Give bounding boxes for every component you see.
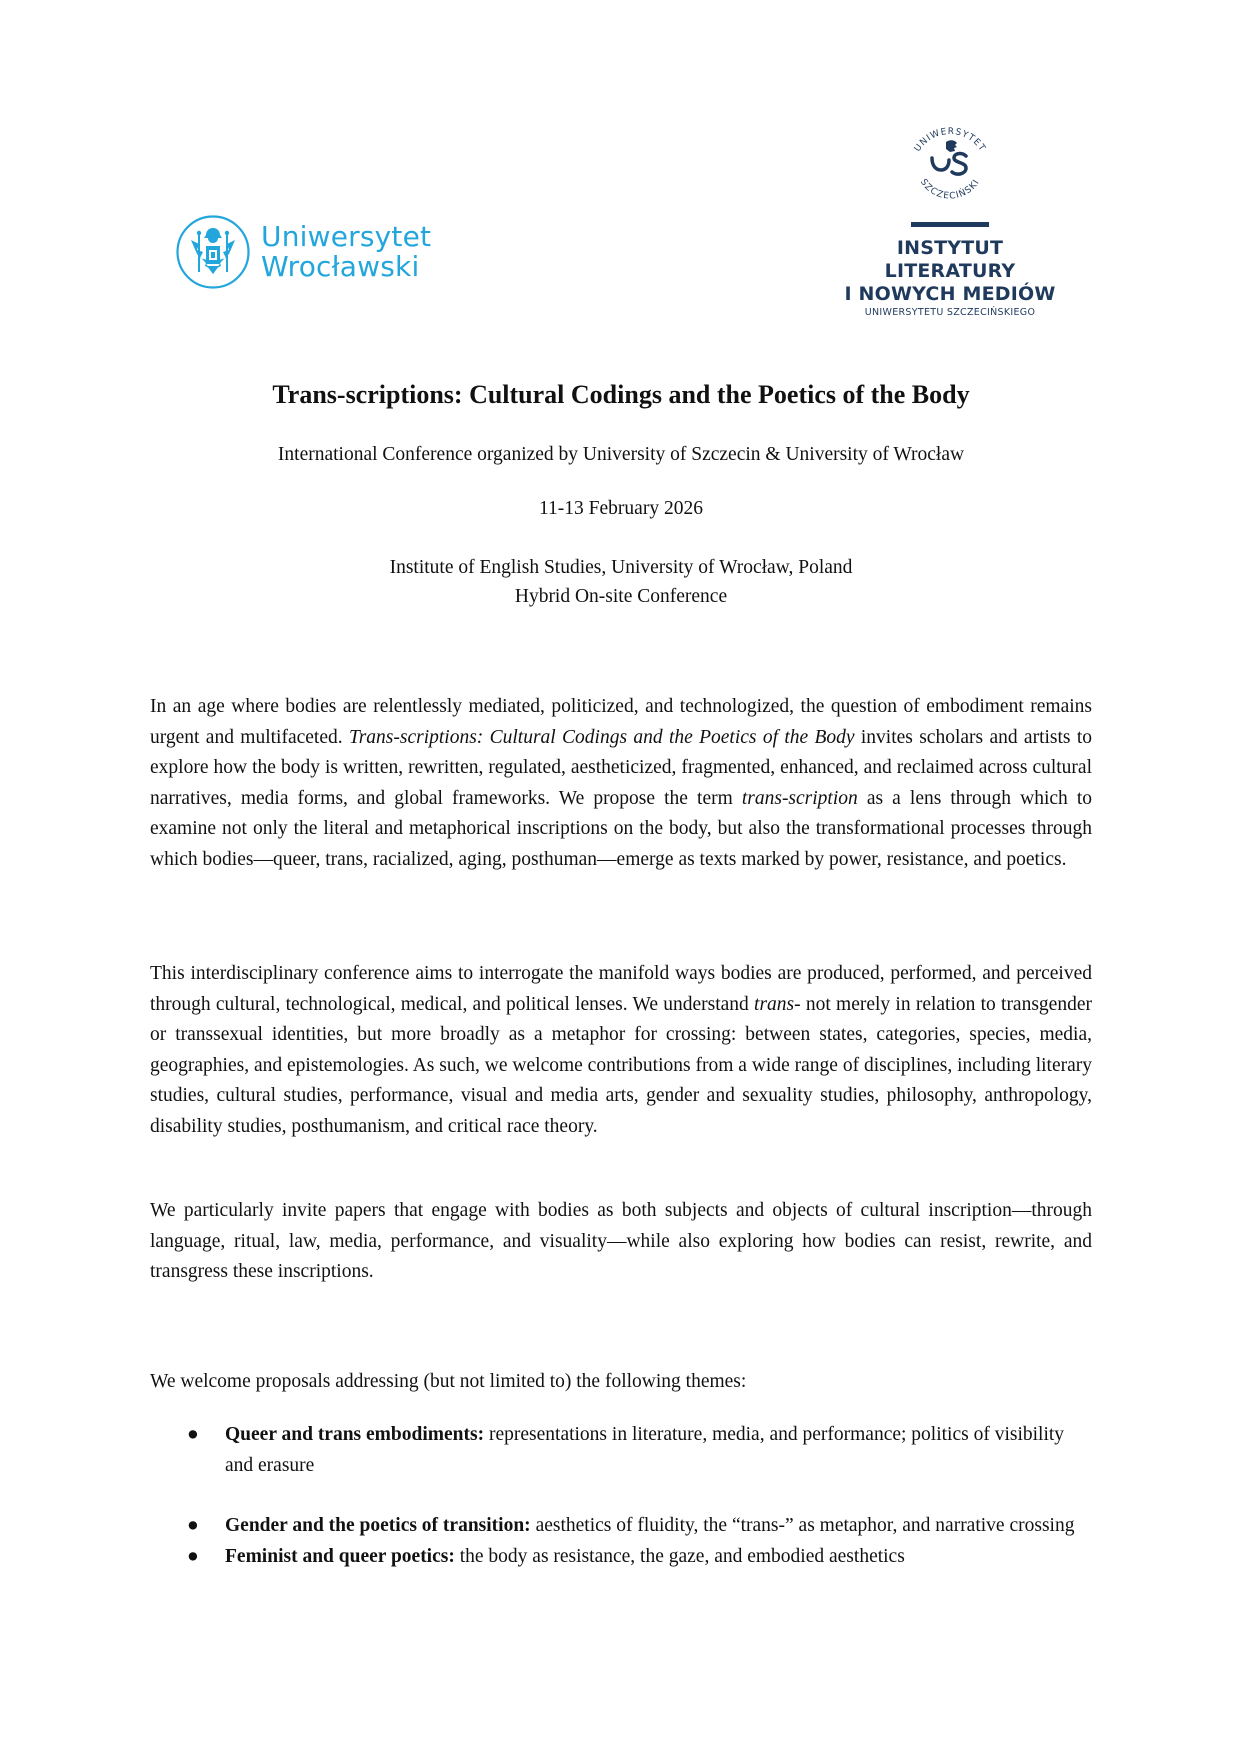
svg-text:SZCZECIŃSKI: SZCZECIŃSKI [917, 177, 983, 202]
institute-literature-new-media-logo [830, 120, 1070, 320]
conference-title: Trans-scriptions: Cultural Codings and the Poetics of the Body [272, 380, 970, 409]
text-run: as a lens through which to examine not only the literal and metaphorical inscriptions on the body, but also the transformational processes through which bodies—queer, trans, racialized, aging, posthuman—emerge as texts marked by power, resistance, and poetics. [150, 787, 1093, 870]
theme-title: Feminist and queer poetics: [225, 1545, 455, 1567]
institute-name-line3: UNIWERSYTETU SZCZECIŃSKIEGO [864, 307, 1036, 318]
theme-description: representations in literature, media, and performance; politics of visibility and erasure [225, 1424, 1065, 1476]
theme-item [150, 1420, 1092, 1481]
italic-term: trans-scription [741, 787, 858, 809]
italic-title: Trans-scriptions: Cultural Codings and the Poetics of the Body [348, 726, 855, 748]
themes-intro: We welcome proposals addressing (but not limited to) the following themes: [150, 1371, 747, 1392]
institute-name-line1: INSTYTUT LITERATURY [884, 237, 1016, 282]
venue-format: Hybrid On-site Conference [514, 586, 728, 607]
text-run: In an age where bodies are relentlessly mediated, politicized, and technologized, the question of embodiment remains urgent and multifaceted. [150, 696, 1092, 748]
conference-dates: 11-13 February 2026 [539, 498, 703, 519]
paragraph-invitation: We particularly invite papers that engage with bodies as both subjects and objects of cultural inscription—through language, ritual, law, media, performance, and visuality—while also exploring how bodies can resist, rewrite, and transgress these inscriptions. [150, 1200, 1092, 1283]
bullet-icon: ● [187, 1515, 199, 1537]
paragraph-scope [150, 959, 1092, 1143]
eagle-seal-icon [175, 214, 251, 290]
themes-list [150, 1420, 1092, 1572]
university-of-szczecin-emblem-icon [900, 120, 1000, 210]
text-run: invites scholars and artists to explore how the body is written, rewritten, regulated, aestheticized, fragmented, enhanced, and reclaimed across cultural narratives, media forms, and global frameworks. We propose the term [150, 726, 1092, 809]
conference-subtitle: International Conference organized by University of Szczecin & University of Wrocław [277, 444, 965, 465]
theme-item [150, 1511, 1092, 1542]
university-of-wroclaw-logo [175, 214, 431, 290]
bullet-icon: ● [187, 1424, 199, 1445]
svg-text:UNIWERSYTET: UNIWERSYTET [912, 126, 988, 154]
text-run: This interdisciplinary conference aims to interrogate the manifold ways bodies are produced, performed, and perceived through cultural, technological, medical, and political lenses. We understand [150, 963, 1092, 1015]
logo-name-line1: Uniwersytet [261, 220, 432, 253]
text-run: not merely in relation to transgender or transsexual identities, but more broadly as a metaphor for crossing: between states, categories, species, media, geographies, and epistemologies. As such, we welcome contributions from a wide range of disciplines, including literary studies, cultural studies, performance, visual and media arts, gender and sexuality studies, philosophy, anthropology, disability studies, posthumanism, and critical race theory. [150, 993, 1092, 1137]
theme-item [150, 1542, 1092, 1573]
university-of-wroclaw-name [261, 222, 431, 282]
conference-venue [0, 553, 1242, 611]
logo-divider [911, 222, 989, 227]
paragraph-intro [150, 692, 1092, 876]
logo-name-line2: Wrocławski [261, 250, 420, 283]
theme-title: Gender and the poetics of transition: [225, 1515, 531, 1537]
theme-description: the body as resistance, the gaze, and embodied aesthetics [454, 1545, 905, 1567]
bullet-icon: ● [187, 1545, 199, 1567]
theme-title: Queer and trans embodiments: [225, 1424, 485, 1445]
theme-description: aesthetics of fluidity, the “trans-” as metaphor, and narrative crossing [530, 1515, 1075, 1537]
venue-location: Institute of English Studies, University of Wrocław, Poland [389, 557, 853, 578]
institute-name-line2: I NOWYCH MEDIÓW [844, 283, 1056, 305]
italic-term: trans- [754, 993, 801, 1015]
